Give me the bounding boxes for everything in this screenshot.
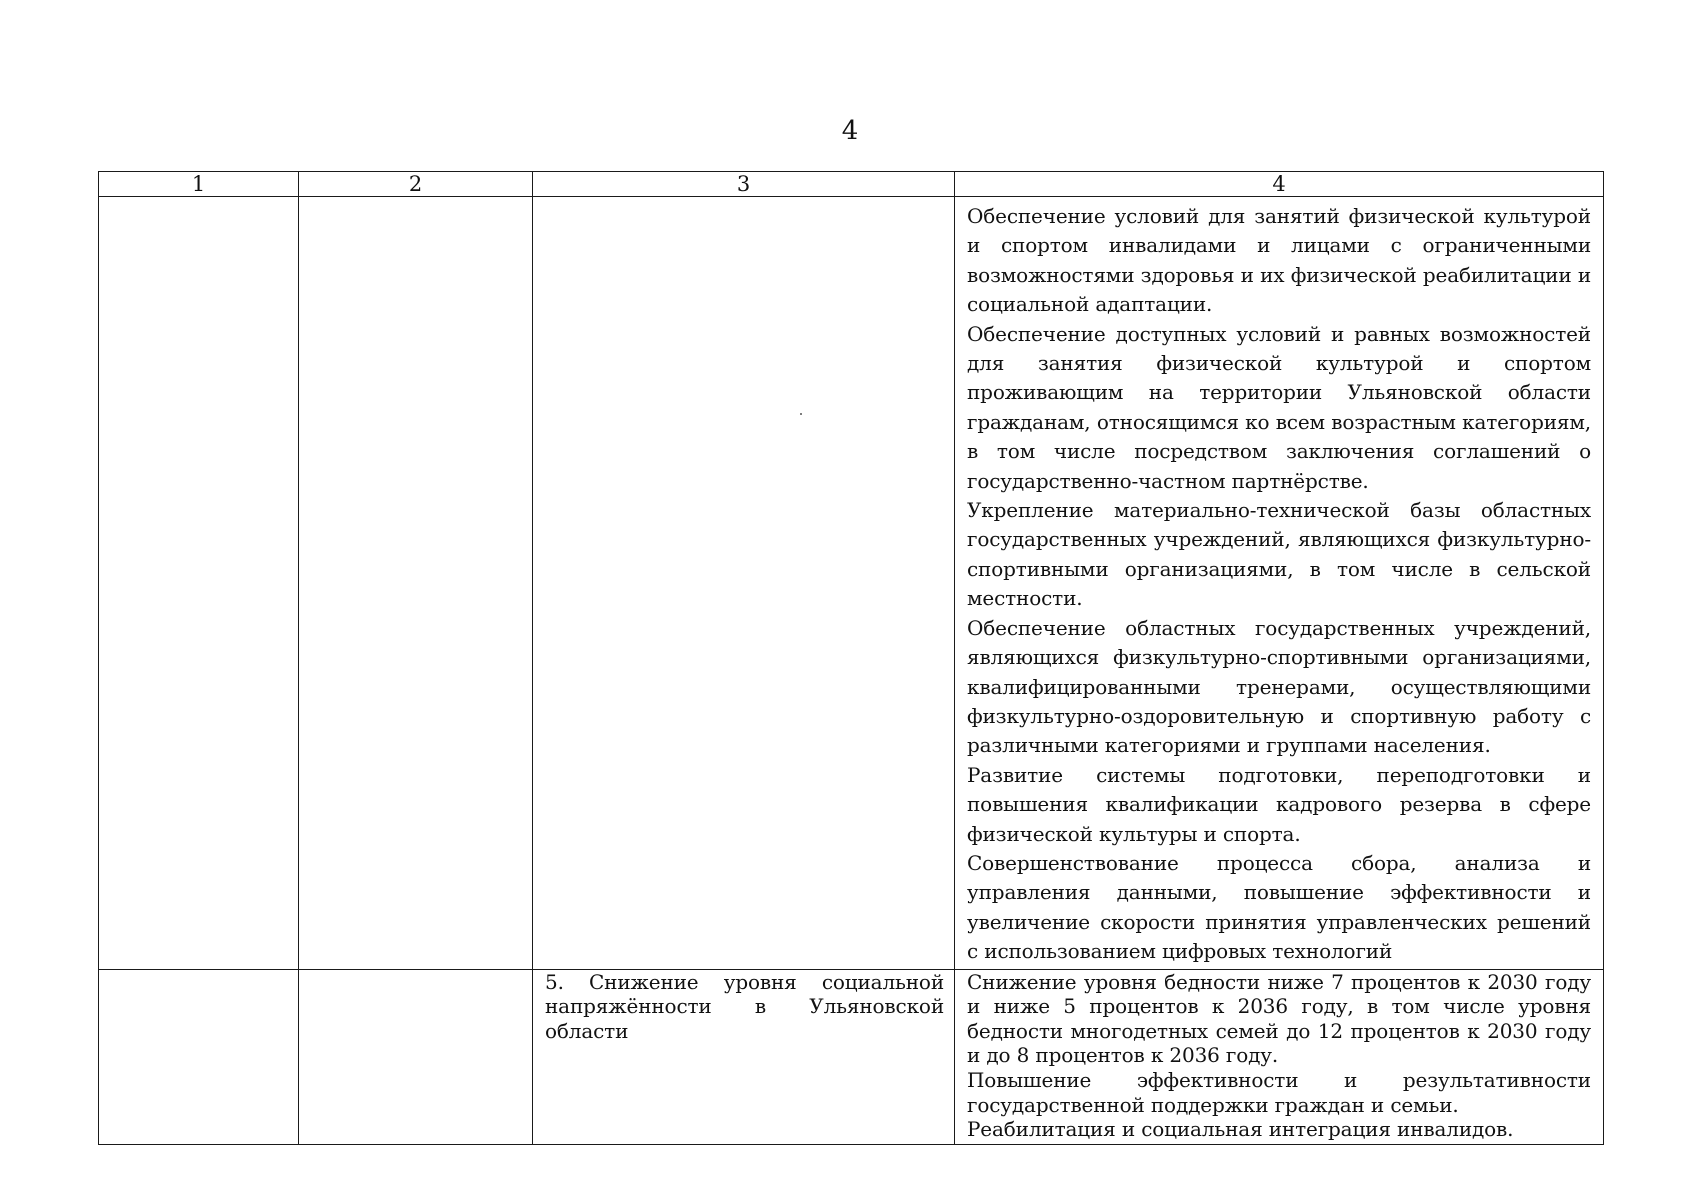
- row1-col4-paragraph: Обеспечение доступных условий и равных возможностей для занятия физической культурой и спортом проживающим на территории Ульяновской области гражданам, относящимся ко всем возрастным категориям, в том числе посредством заключения соглашений о государственно-частном партнёрстве.: [967, 321, 1591, 493]
- row1-col-4: [955, 197, 1604, 970]
- row1-col-1: [99, 197, 299, 970]
- header-col-2: 2: [299, 172, 533, 197]
- row1-col-2: [299, 197, 533, 970]
- header-col-4: 4: [955, 172, 1604, 197]
- row1-col4-paragraph: Укрепление материально-технической базы областных государственных учреждений, являющихся физкультурно-спортивными организациями, в том числе в сельской местности.: [967, 498, 1591, 611]
- scan-speck: [800, 413, 802, 415]
- goals-table: [98, 171, 1604, 1145]
- row1-col4-paragraph: Обеспечение областных государственных учреждений, являющихся физкультурно-спортивными организациями, квалифицированными тренерами, осуществляющими физкультурно-оздоровительную и спортивную работу с различными категориями и группами населения.: [967, 615, 1591, 758]
- table-row: [99, 969, 1604, 1144]
- row2-col4-paragraph: Реабилитация и социальная интеграция инвалидов.: [967, 1117, 1514, 1142]
- row1-col4-paragraph: Совершенствование процесса сбора, анализа и управления данными, повышение эффективности и увеличение скорости принятия управленческих решений с использованием цифровых технологий: [967, 850, 1591, 964]
- row2-col-2: [299, 969, 533, 1144]
- row2-col-3: [533, 969, 955, 1144]
- table-row: [99, 197, 1604, 970]
- row1-col4-paragraph: Обеспечение условий для занятий физической культурой и спортом инвалидами и лицами с ограниченными возможностями здоровья и их физической реабилитации и социальной адаптации.: [967, 204, 1591, 317]
- page-number: 4: [841, 116, 859, 146]
- row2-col-1: [99, 969, 299, 1144]
- row1-col-3: [533, 197, 955, 970]
- row2-col-3-text: 5. Снижение уровня социальной напряжённости в Ульяновской области: [545, 969, 944, 1043]
- row2-col4-paragraph: Повышение эффективности и результативности государственной поддержки граждан и семьи.: [967, 1067, 1591, 1117]
- table-header-row: [99, 172, 1604, 197]
- row1-col4-paragraph: Развитие системы подготовки, переподготовки и повышения квалификации кадрового резерва в сфере физической культуры и спорта.: [967, 762, 1591, 846]
- header-col-1: 1: [99, 172, 299, 197]
- row2-col4-paragraph: Снижение уровня бедности ниже 7 процентов к 2030 году и ниже 5 процентов к 2036 году, в том числе уровня бедности многодетных семей до 12 процентов к 2030 году и до 8 процентов к 2036 году.: [967, 969, 1591, 1068]
- row2-col-4: [955, 969, 1604, 1144]
- header-col-3: 3: [533, 172, 955, 197]
